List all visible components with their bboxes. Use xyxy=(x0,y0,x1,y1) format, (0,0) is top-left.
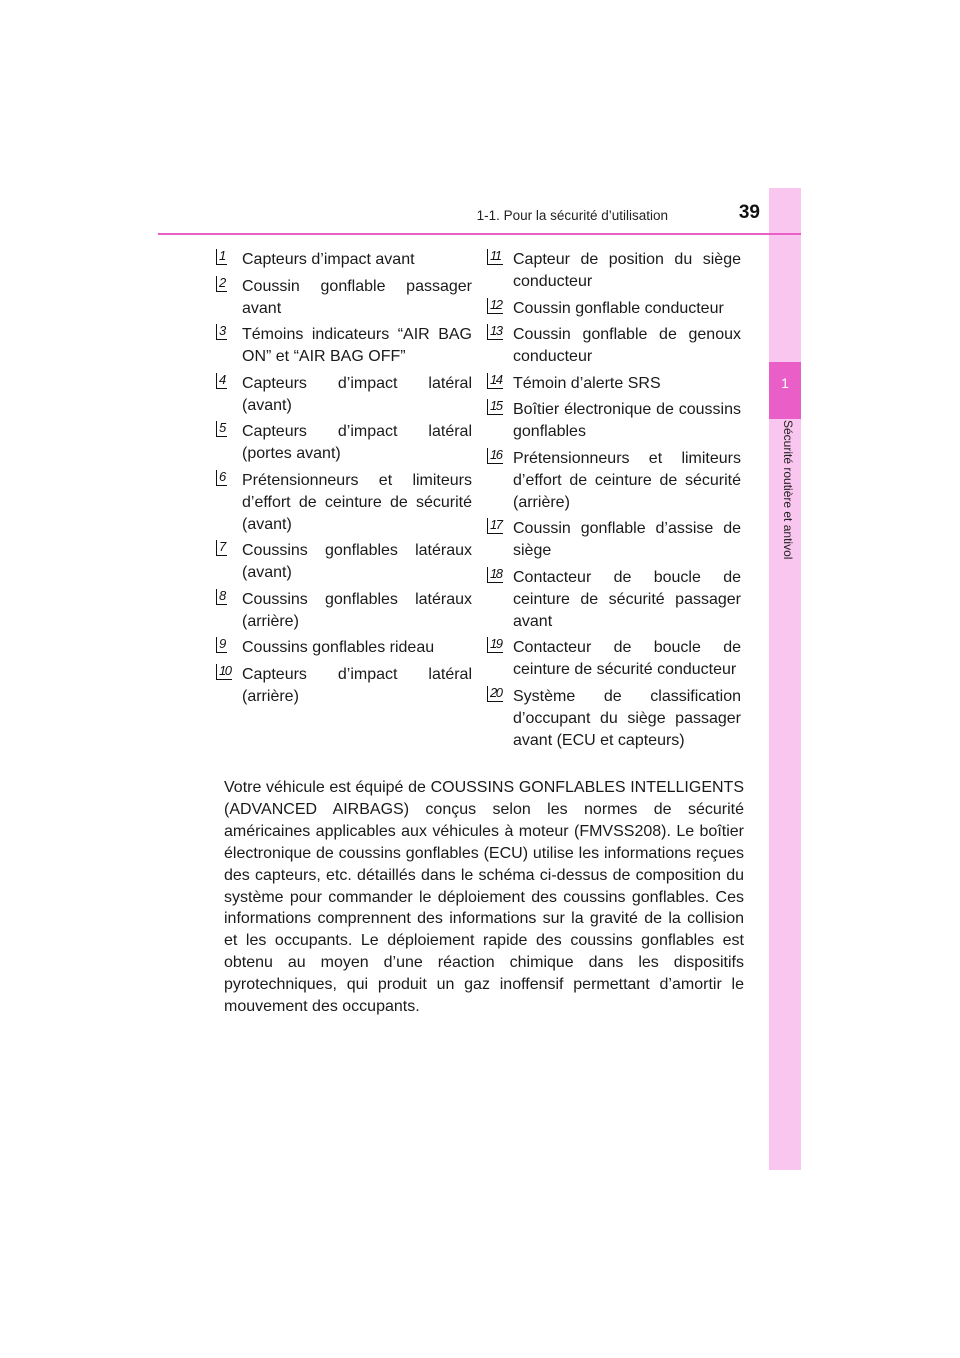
legend-item-text: Prétensionneurs et limiteurs d’effort de ceinture de sécurité (arrière) xyxy=(513,449,741,511)
item-number-badge: 16 xyxy=(487,448,503,464)
legend-item xyxy=(216,421,472,465)
legend-item xyxy=(216,470,472,536)
chapter-number: 1 xyxy=(781,375,789,391)
legend-item xyxy=(487,637,741,681)
item-number-badge: 7 xyxy=(216,540,227,556)
item-number-badge: 17 xyxy=(487,518,503,534)
legend-item xyxy=(216,249,472,271)
legend-item-text: Coussin gonflable de genoux conducteur xyxy=(513,326,741,365)
item-number-badge: 6 xyxy=(216,470,227,486)
legend-item-text: Coussins gonflables rideau xyxy=(242,639,435,656)
legend-item-text: Coussins gonflables latéraux (arrière) xyxy=(242,590,472,630)
legend-item-text: Système de classification d’occupant du siège passager avant (ECU et capteurs) xyxy=(513,687,741,749)
chapter-label: Sécurité routière et antivol xyxy=(781,420,795,560)
item-number-badge: 14 xyxy=(487,373,503,389)
page-number: 39 xyxy=(738,202,760,223)
legend-item-text: Boîtier électronique de coussins gonflables xyxy=(513,401,741,440)
legend-item-text: Capteurs d’impact avant xyxy=(242,251,415,268)
legend-item xyxy=(487,298,741,320)
chapter-side-tab xyxy=(769,188,801,1170)
item-number-badge: 10 xyxy=(216,664,232,680)
legend-item-text: Coussin gonflable passager avant xyxy=(242,277,472,317)
legend-item xyxy=(487,373,741,395)
body-paragraph: Votre véhicule est équipé de COUSSINS GONFLABLES INTELLIGENTS (ADVANCED AIRBAGS) conçus selon les normes de sécurité américaines applicables aux véhicules à moteur (FMVSS208). Le boîtier électronique de coussins gonflables (ECU) utilise les informations reçues des capteurs, etc. détaillés dans le schéma ci-dessus de composition du système pour commander le déploiement des coussins gonflables. Ces informations comprennent des informations sur la gravité de la collision et les occupants. Le déploiement rapide des coussins gonflables est obtenu au moyen d’une réaction chimique dans les dispositifs pyrotechniques, qui produit un gaz inoffensif permettant d’amortir le mouvement des occupants. xyxy=(224,779,744,1016)
legend-item xyxy=(216,637,472,659)
legend-item-text: Contacteur de boucle de ceinture de sécurité passager avant xyxy=(513,568,741,630)
legend-item-text: Capteurs d’impact latéral (avant) xyxy=(242,374,472,414)
item-number-badge: 2 xyxy=(216,276,227,292)
legend-item-text: Contacteur de boucle de ceinture de sécurité conducteur xyxy=(513,639,741,678)
item-number-badge: 15 xyxy=(487,399,503,415)
legend-item xyxy=(487,686,741,752)
legend-item-text: Prétensionneurs et limiteurs d’effort de ceinture de sécurité (avant) xyxy=(242,471,472,533)
item-number-badge: 18 xyxy=(487,567,503,583)
legend-item-text: Coussin gonflable d’assise de siège xyxy=(513,520,741,559)
legend-item xyxy=(487,399,741,443)
item-number-badge: 19 xyxy=(487,637,503,653)
item-number-badge: 13 xyxy=(487,324,503,340)
legend-right-column xyxy=(487,249,741,756)
legend-item xyxy=(216,589,472,633)
item-number-badge: 9 xyxy=(216,637,227,653)
legend-item xyxy=(216,664,472,708)
legend-item xyxy=(216,276,472,320)
item-number-badge: 20 xyxy=(487,686,503,702)
item-number-badge: 12 xyxy=(487,298,503,314)
legend-item xyxy=(216,540,472,584)
legend-item xyxy=(216,373,472,417)
legend-item-text: Coussin gonflable conducteur xyxy=(513,299,724,317)
item-number-badge: 5 xyxy=(216,421,227,437)
item-number-badge: 4 xyxy=(216,373,227,389)
legend-item xyxy=(487,448,741,514)
legend-item-text: Témoins indicateurs “AIR BAG ON” et “AIR BAG OFF” xyxy=(242,326,472,365)
header-divider xyxy=(158,233,801,235)
legend-item-text: Coussins gonflables latéraux (avant) xyxy=(242,542,472,581)
item-number-badge: 1 xyxy=(216,249,227,265)
item-number-badge: 11 xyxy=(487,249,503,265)
legend-item-text: Témoin d’alerte SRS xyxy=(513,374,661,392)
legend-item xyxy=(216,324,472,368)
legend-item xyxy=(487,249,741,293)
legend-left-column xyxy=(216,249,472,712)
legend-item xyxy=(487,567,741,633)
legend-item-text: Capteur de position du siège conducteur xyxy=(513,251,741,290)
item-number-badge: 3 xyxy=(216,324,227,340)
item-number-badge: 8 xyxy=(216,589,227,605)
legend-item-text: Capteurs d’impact latéral (arrière) xyxy=(242,665,472,705)
section-title: 1-1. Pour la sécurité d’utilisation xyxy=(476,208,668,223)
legend-item xyxy=(487,324,741,368)
legend-item xyxy=(487,518,741,562)
legend-item-text: Capteurs d’impact latéral (portes avant) xyxy=(242,423,472,462)
